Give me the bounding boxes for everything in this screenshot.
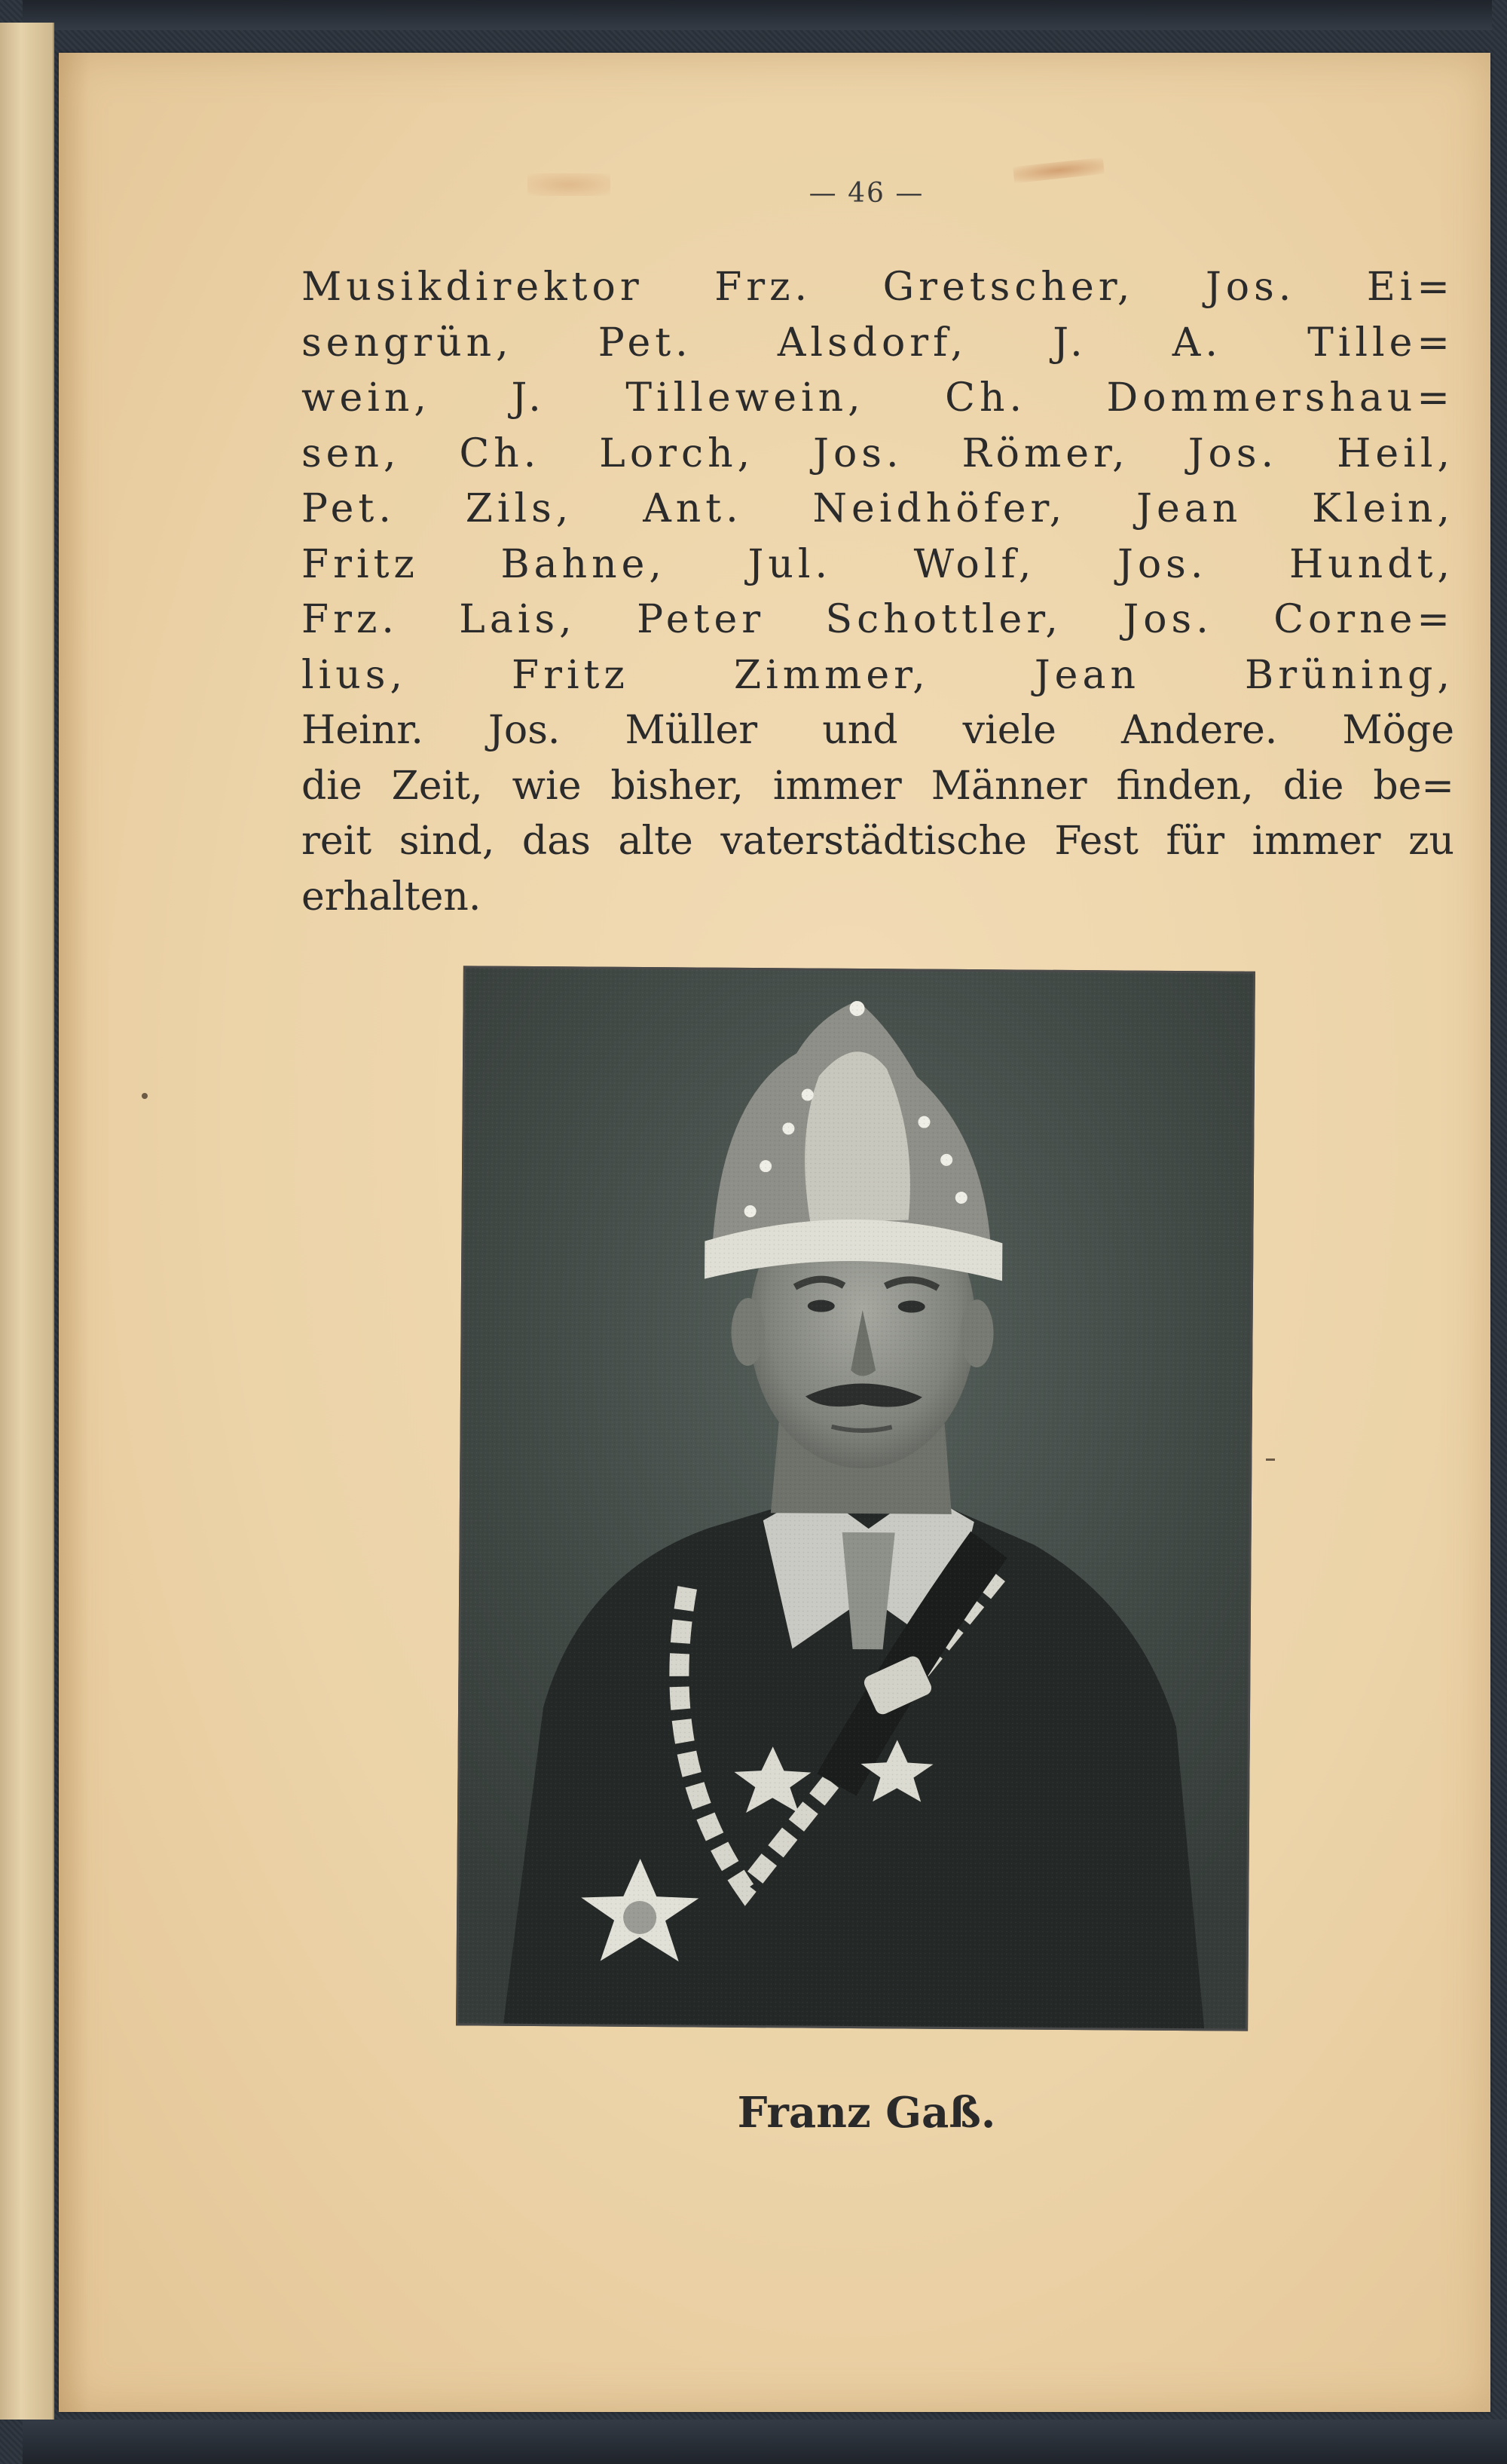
text-line: Heinr. Jos. Müller und viele Andere. Möge	[301, 708, 1454, 753]
book-bottom-edge	[23, 2420, 1507, 2464]
text-line: Pet. Zils, Ant. Neidhöfer, Jean Klein,	[301, 486, 1454, 531]
text-line: reit sind, das alte vaterstädtische Fest für immer zu	[301, 819, 1454, 864]
text-line: wein, J. Tillewein, Ch. Dommershau=	[301, 375, 1454, 421]
margin-mark	[1266, 1459, 1275, 1461]
text-line: Frz. Lais, Peter Schottler, Jos. Corne=	[301, 597, 1454, 642]
text-line: lius, Fritz Zimmer, Jean Brüning,	[301, 652, 1454, 698]
text-line: erhalten.	[301, 874, 481, 920]
body-text	[301, 260, 1454, 925]
text-line: Musikdirektor Frz. Gretscher, Jos. Ei=	[301, 265, 1454, 310]
page-number: — 46 —	[809, 178, 925, 209]
portrait-photo	[456, 966, 1255, 2031]
margin-mark	[142, 1093, 148, 1099]
paper-stain	[527, 173, 610, 196]
photo-grain	[458, 968, 1253, 2028]
previous-page-edge	[0, 23, 54, 2420]
book-top-edge	[23, 0, 1492, 30]
page-fold-shadow	[59, 53, 89, 2412]
text-line: sen, Ch. Lorch, Jos. Römer, Jos. Heil,	[301, 430, 1454, 476]
text-line: die Zeit, wie bisher, immer Männer finden, die be=	[301, 763, 1454, 809]
photo-caption: Franz Gaß.	[737, 2088, 996, 2138]
portrait-illustration	[458, 968, 1253, 2028]
text-line: Fritz Bahne, Jul. Wolf, Jos. Hundt,	[301, 541, 1454, 587]
text-line: sengrün, Pet. Alsdorf, J. A. Tille=	[301, 320, 1454, 366]
